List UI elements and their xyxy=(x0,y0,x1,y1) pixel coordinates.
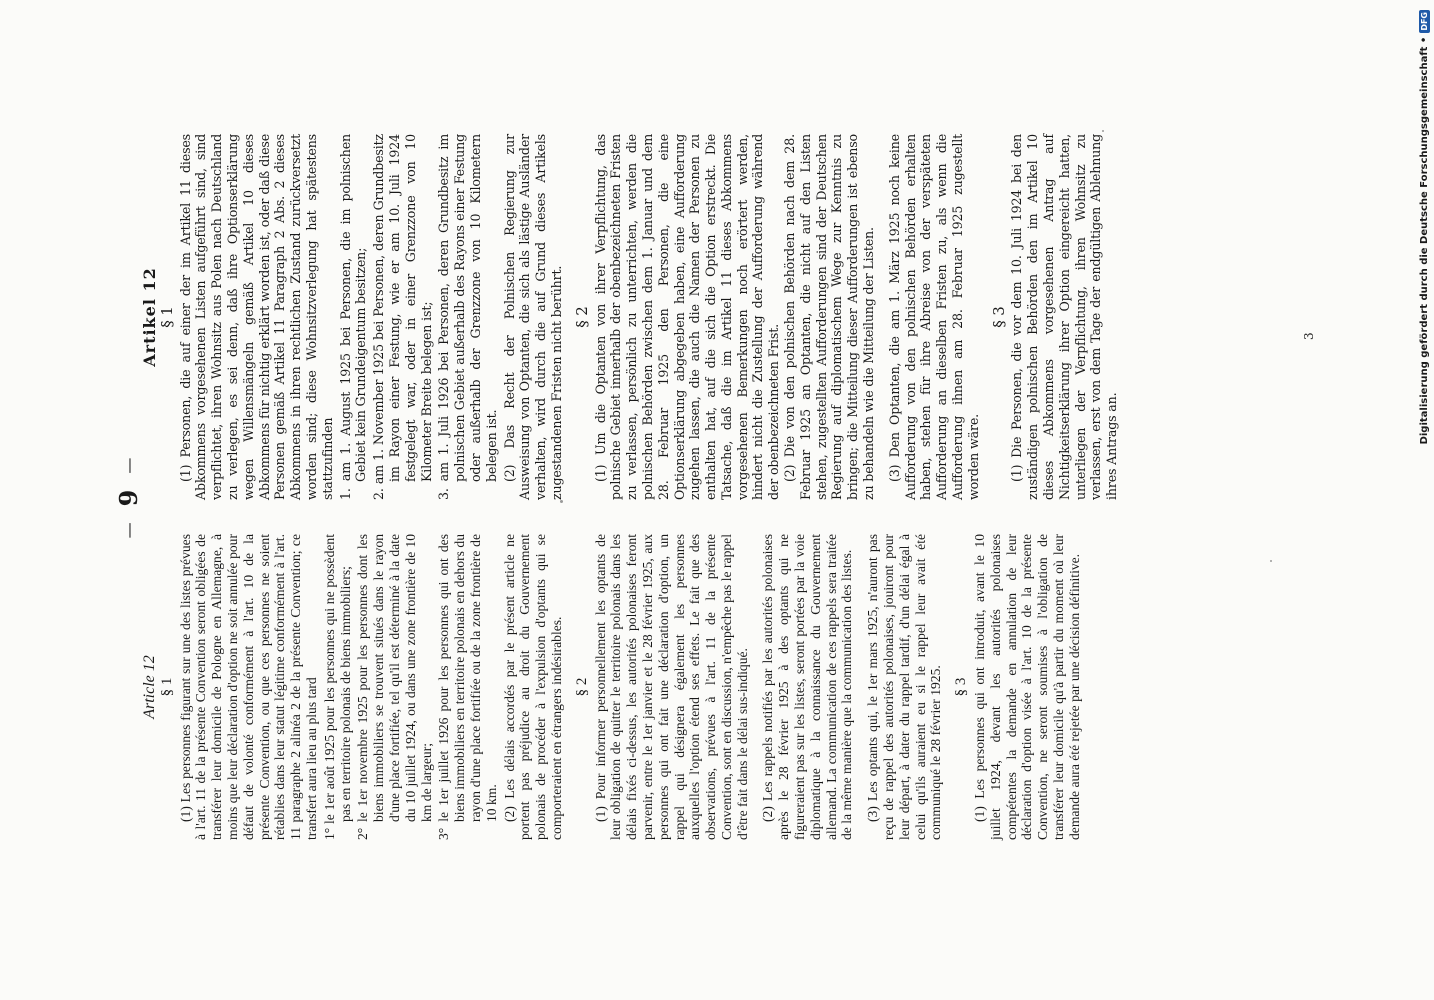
list-item-de-2: 2. am 1. November 1925 bei Personen, deren Grundbesitz im Rayon einer Festung, wie er am 10. Juli 1924 festgelegt war, oder in einer Grenzzone von 10 Kilometer Breite belegen ist; xyxy=(371,134,434,500)
section-heading-fr-2: § 2 xyxy=(573,677,590,697)
section-heading-de-1: § 1 xyxy=(157,306,176,328)
section-heading-fr-3: § 3 xyxy=(953,677,970,697)
paragraph-de-3: (1) Um die Optanten von ihrer Verpflichtung, das polnische Gebiet innerhalb der obenbezeichneten Fristen zu verlassen, persönlich zu unterrichten, werden die polnischen Behörden zwischen dem 1. Januar und dem 28. Februar 1925 den Personen, die eine Optionserklärung abgegeben haben, eine Aufforderung zugehen lassen, die auch die Namen der Personen zu enthalten hat, auf die sich die Option erstreckt. Die Tatsache, daß die im Artikel 11 dieses Abkommens vorgesehenen Bemerkungen noch erörtert werden, hindert nicht die Zustellung der Aufforderung während der obenbezeichneten Frist. xyxy=(592,134,782,500)
page-header: — 9 — xyxy=(113,457,143,539)
paragraph-de-4: (2) Die von den polnischen Behörden nach dem 28. Februar 1925 an Optanten, die nicht auf den Listen stehen, zugestellten Aufforderungen sind der Deutschen Regierung auf diplomatischem Wege zur Kenntnis zu bringen; die Mitteilung dieser Aufforderungen ist ebenso zu behandeln wie die Mitteilung der Listen. xyxy=(782,134,877,500)
paragraph-de-1: (1) Personen, die auf einer der im Artikel 11 dieses Abkommens vorgesehenen Listen aufgeführt sind, sind verpflichtet, ihren Wohnsitz aus Polen nach Deutschland zu verlegen, es sei denn, daß ihre Optionserklärung wegen Willensmängeln gemäß Artikel 10 dieses Abkommens für nichtig erklärt worden ist, oder daß diese Personen gemäß Artikel 11 Paragraph 2 Abs. 2 dieses Abkommens in ihren rechtlichen Zustand zurückversetzt worden sind; diese Wohnsitzverlegung hat spätestens stattzufinden xyxy=(177,134,335,500)
german-column xyxy=(142,134,1120,500)
scan-speck xyxy=(1102,130,1104,132)
digitization-stamp xyxy=(1415,0,1434,1000)
paragraph-fr-5: (3) Les optants qui, le 1er mars 1925, n'auront pas reçu de rappel des autorités polonaises, jouiront pour leur départ, à dater du rappel tardif, d'un délai égal à celui qu'ils auraient eu si le rappel leur avait été communiqué le 28 février 1925. xyxy=(865,534,944,840)
dfg-logo: DFG xyxy=(1420,12,1429,31)
section-heading-de-2: § 2 xyxy=(572,306,591,328)
list-item-fr-1: 1° le 1er août 1925 pour les personnes qui ne possèdent pas en territoire polonais de biens immobiliers; xyxy=(321,534,353,840)
paragraph-fr-3: (1) Pour informer personnellement les optants de leur obligation de quitter le territoire polonais dans les délais fixés ci-dessus, les autorités polonaises feront parvenir, entre le 1er janvier et le 28 février 1925, aux personnes qui ont fait une déclaration d'option, un rappel qui désignera également les personnes auxquelles l'option étend ses effets. Le fait que des observations, prévues à l'art. 11 de la présente Convention, sont en discussion, n'empêche pas le rappel d'être fait dans le délai sus-indiqué. xyxy=(592,534,750,840)
list-item-fr-2: 2° le 1er novembre 1925 pour les personnes dont les biens immobiliers se trouvent situés dans le rayon d'une place fortifiée, tel qu'il est déterminé à la date du 10 juillet 1924, ou dans une zone frontière de 10 km de largeur; xyxy=(355,534,434,840)
paragraph-de-6: (1) Die Personen, die vor dem 10. Juli 1924 bei den zuständigen polnischen Behörden den im Artikel 10 dieses Abkommens vorgesehenen Antrag auf Nichtigkeitserklärung ihrer Option eingereicht hatten, unterliegen der Verpflichtung, ihren Wohnsitz zu verlassen, erst von dem Tage der endgültigen Ablehnung ihres Antrags an. xyxy=(1009,134,1120,500)
paragraph-de-5: (3) Den Optanten, die am 1. März 1925 noch keine Aufforderung von den polnischen Behörden erhalten haben, stehen für ihre Abreise von der verspäteten Aufforderung an dieselben Fristen zu, als wenn die Aufforderung ihnen am 28. Februar 1925 zugestellt worden wäre. xyxy=(886,134,981,500)
list-item-de-3: 3. am 1. Juli 1926 bei Personen, deren Grundbesitz im polnischen Gebiet außerhalb des Rayons einer Festung oder außerhalb der Grenzzone von 10 Kilometern belegen ist. xyxy=(436,134,499,500)
list-item-fr-3: 3° le 1er juillet 1926 pour les personnes qui ont des biens immobiliers en territoire polonais en dehors du rayon d'une place fortifiée ou de la zone frontière de 10 km. xyxy=(436,534,499,840)
header-page-number: 9 xyxy=(113,489,143,507)
article-title-de: Artikel 12 xyxy=(140,267,159,367)
paragraph-de-2: (2) Das Recht der Polnischen Regierung zur Ausweisung von Optanten, die sich als lästige Ausländer verhalten, wird durch die auf Grund dieses Artikels zugestandenen Fristen nicht berührt. xyxy=(501,134,564,500)
french-column xyxy=(142,534,1083,840)
scan-speck xyxy=(560,500,563,503)
article-title-fr: Article 12 xyxy=(141,655,158,719)
paragraph-fr-4: (2) Les rappels notifiés par les autorités polonaises après le 28 février 1925 à des optants qui ne figureraient pas sur les listes, seront portées par la voie diplomatique à la connaissance du Gouvernement allemand. La communication de ces rappels sera traitée de la même manière que la communication des listes. xyxy=(760,534,855,840)
footer-page-number: 3 xyxy=(1302,332,1316,340)
section-heading-fr-1: § 1 xyxy=(158,677,175,697)
list-item-de-1: 1. am 1. August 1925 bei Personen, die im polnischen Gebiet kein Grundeigentum besitzen; xyxy=(337,134,369,500)
paragraph-fr-2: (2) Les délais accordés par le présent article ne portent pas préjudice au droit du Gouvernement polonais de procéder à l'expulsion d'optants qui se comporteraient en étrangers indésirables. xyxy=(501,534,564,840)
paragraph-fr-1: (1) Les personnes figurant sur une des listes prévues à l'art. 11 de la présente Convention seront obligées de transférer leur domicile de Pologne en Allemagne, à moins que leur déclaration d'option ne soit annulée pour défaut de volonté conformément à l'art. 10 de la présente Convention, ou que ces personnes ne soient rétablies dans leur statut légitime conformément à l'art. 11 paragraphe 2 alinéa 2 de la présente Convention; ce transfert aura lieu au plus tard xyxy=(177,534,319,840)
scan-speck xyxy=(1270,560,1272,562)
digitization-notice: Digitalisierung gefördert durch die Deutsche Forschungsgemeinschaft • xyxy=(1419,36,1430,445)
section-heading-de-3: § 3 xyxy=(989,306,1008,328)
paragraph-fr-6: (1) Les personnes qui ont introduit, avant le 10 juillet 1924, devant les autorités polonaises compétentes la demande en annulation de leur déclaration d'option visée à l'art. 10 de la présente Convention, ne seront soumises à l'obligation de transférer leur domicile qu'à partir du moment où leur demande aura été rejetée par une décision définitive. xyxy=(972,534,1082,840)
